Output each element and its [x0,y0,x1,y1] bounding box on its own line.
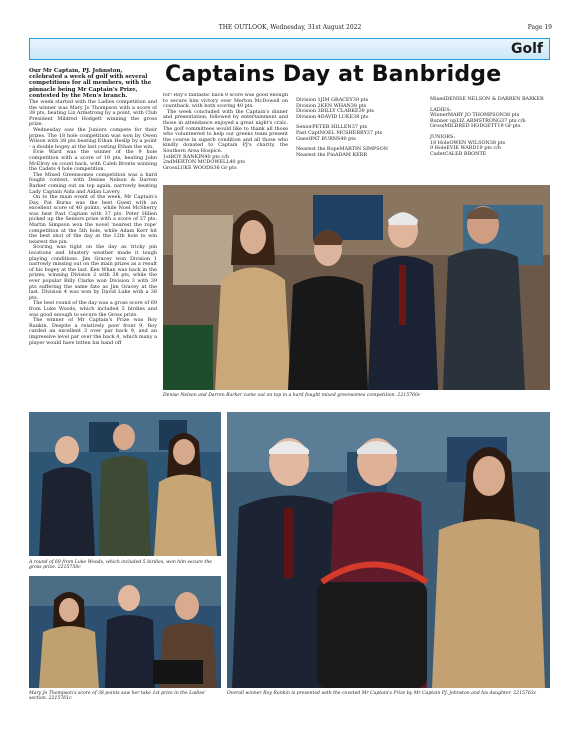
photo-gross-prize-image [29,412,221,556]
article-paragraph: Wednesday saw the Juniors compete for their prizes. The 18 hole competition was won by Owen Wilson with 38 pts beating Ethan Heslip by a point - a double bogey at the last costing Ethan the win. [29,126,157,150]
photo-caption: A round of 69 from Luke Woods, which included 5 birdies, won him secure the gross prize. 2215758c [29,560,212,571]
result-line: Division 4DAVID LUKE38 pts [296,113,369,120]
photo-caption: Overall winner Roy Rankin is presented with the coveted Mr Captain's Prize by Mr Captain PJ. Johnston and his daughter. 2215763c [227,691,537,696]
result-line: GrossLUKE WOODS36 Gr pts [163,164,237,171]
result-line: Division 1JIM GRACEY39 pts [296,97,369,103]
article-paragraph: The week started with the Ladies competition and the winner was Mary Jo Thompson with a score of 38 pts, beating Liz Armstrong by a point, with Club President Mildred Hodgett winning the gross prize. [29,99,157,128]
photo-caption: Mary Jo Thompson's score of 38 points saw her take 1st prize in the Ladies' section. 2215761c [29,691,206,702]
article-paragraph: Scoring was tight on the day as tricky pin locations and blustery weather made it tough playing conditions. Jim Gracey won Division 1 narrowly missing out on the main prizes as a result of his bogey at the last. Ken Whan was back in the prizes, winning Division 2 with 38 pts, while the ever popular Billy Clarke won Division 3 with 39 pts suffering the same fate as Jim Gracey at the last. Division 4 was won by David Luke with a 38 pts. [29,244,157,301]
article-paragraph: On to the main event of the week, Mr Captain's Day. Pat Burns was the best Guest with an excellent score of 40 points, while Noel McSherry was best Past Captain with 37 pts. Peter Hillen picked up the Seniors prize with a score of 37 pts. Martin Simpson won the novel 'nearest the rope' competition at the 5th hole, while Adam Kerr hit the best shot of the day at the 12th hole to win nearest the pin. [29,194,157,245]
photo-mixed-greensomes-image [163,185,550,390]
article-headline: Captains Day at Banbridge [165,62,502,87]
result-line: GrossMILDRED HODGETT19 Gr pts [430,123,521,130]
result-line: WinnerMARY JO THOMPSON38 pts [430,112,520,119]
photo-captains-prize-image [227,412,550,688]
section-label: Golf [511,41,543,57]
result-line: Division 2KEN WHAN38 pts [296,102,367,109]
result-line: 1stROY RANKIN40 pts c/b [163,153,229,160]
result-line: SeniorPETER HILLEN37 pts [296,124,368,131]
result-line: CadetCALEB BRONTE [430,150,487,157]
result-line: 2ndMERTON MCDOWELL40 pts [163,159,245,166]
result-line: Nearest the RopeMARTIN SIMPSON [296,146,388,153]
results-heading: LADIES: [430,106,452,113]
section-banner [29,38,550,60]
photo-captains-prize [227,412,550,688]
newspaper-dateline: THE OUTLOOK, Wednesday, 31st August 2022 [218,24,362,31]
article-paragraph: The week concluded with the Captain's dinner and presentation, followed by entertainment and those in attendance enjoyed a great night's craic. The golf committees would like to thank all those who volunteered to help our greens team present the course in superb condition and all those who kindly donated to Captain PJ's charity, the Southern Area Hospice. [163,108,288,154]
article-paragraph: for! Roy's fantastic back 9 score was good enough to secure him victory over Merton McDowell on countback, with both scoring 40 pts. [163,93,288,110]
photo-ladies-prize [29,576,221,688]
article-paragraph: The best round of the day was a gross score of 69 from Luke Woods, which included 5 birdies and was good enough to secure the Gross prize. [29,300,157,318]
article-column-2 [163,93,288,181]
result-line: Nearest the PinADAM KERR [296,151,368,158]
article-intro: Our Mr Captain, PJ. Johnston, celebrated a week of golf with several competitions for all members, with the pinnacle being Mr Captain's Prize, contested by the Men's branch. [29,68,152,99]
result-line: Runner upLIZ ARMSTRONG37 pts c/b [430,117,526,124]
results-heading: JUNIORS: [430,133,455,140]
results-column-ladies-juniors [430,97,550,157]
photo-caption: Denise Nelson and Darren Barker came out on top in a hard fought mixed greensomes competition. 2215760c [163,393,421,398]
article-paragraph: Evie Ward was the winner of the 9 hole competition with a score of 19 pts, beating John McElroy on count back, with Caleb Bronte winning the Cadets 4 hole competition. [29,149,157,173]
result-line: Past CaptNOEL MCSHERRY37 pts [296,129,383,136]
photo-ladies-prize-image [29,576,221,688]
article-paragraph: The winner of Mr Captain's Prize was Roy Rankin. Despite a relatively poor front 9, Roy carded an excellent 3 over par back 9, and an impressive level par over the back 4, which many a player would have bitten his hand off [29,317,157,346]
result-line: GuestPAT BURNS40 pts [296,135,356,142]
photo-gross-prize [29,412,221,556]
photo-mixed-greensomes [163,185,550,390]
article-paragraph: The Mixed Greensomes competition was a hard fought contest, with Denise Nelson & Darren Barker coming out on top again, narrowly beating Lady Captain Aida and Aidan Lavery. [29,171,157,195]
result-line: 18 HoleOWEN WILSON38 pts [430,139,506,146]
result-line: MixedDENISE NELSON & DARREN BARKER [430,96,544,102]
main-results [163,155,288,172]
result-line: 9 HoleEVIE WARD19 pts c/b [430,145,501,152]
page-header [28,24,552,36]
page-number: Page 19 [527,24,552,31]
result-line: Division 3BILLY CLARKE39 pts [296,108,374,115]
results-column-divisions [296,98,416,158]
